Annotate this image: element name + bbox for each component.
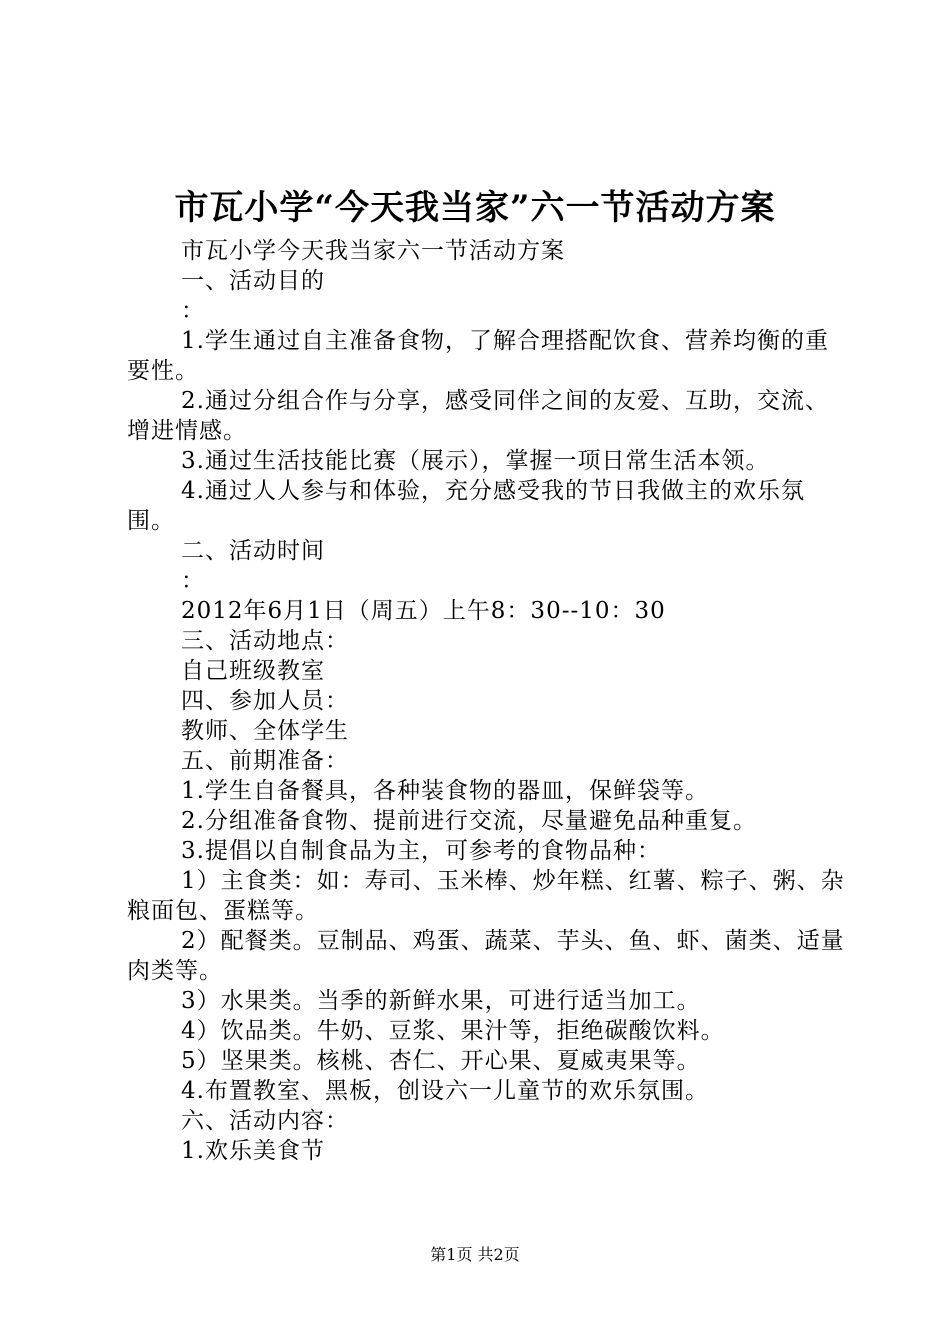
paragraph-purpose-3: 3.通过生活技能比赛（展示），掌握一项日常生活本领。 (181, 448, 770, 474)
paragraph-food-drink: 4）饮品类。牛奶、豆浆、果汁等，拒绝碳酸饮料。 (181, 1018, 725, 1044)
paragraph-food-nuts: 5）坚果类。核桃、杏仁、开心果、夏威夷果等。 (181, 1048, 701, 1074)
paragraph-preparation-4: 4.布置教室、黑板，创设六一儿童节的欢乐氛围。 (181, 1078, 709, 1104)
section-heading-preparation: 五、前期准备： (181, 748, 349, 774)
paragraph-preparation-3: 3.提倡以自制食品为主，可参考的食物品种： (181, 838, 661, 864)
paragraph-colon: ： (181, 568, 205, 594)
document-body (127, 236, 847, 1166)
paragraph-purpose-1: 1.学生通过自主准备食物，了解合理搭配饮食、营养均衡的重要性。 (127, 328, 829, 384)
paragraph-location: 自己班级教室 (181, 658, 325, 684)
paragraph-preparation-2: 2.分组准备食物、提前进行交流，尽量避免品种重复。 (181, 808, 757, 834)
paragraph-colon: ： (181, 298, 205, 324)
section-heading-purpose: 一、活动目的 (181, 268, 325, 294)
paragraph-time: 2012年6月1日（周五）上午8：30--10：30 (181, 598, 666, 624)
paragraph-subtitle: 市瓦小学今天我当家六一节活动方案 (181, 238, 565, 264)
paragraph-participants: 教师、全体学生 (181, 718, 349, 744)
paragraph-food-staple: 1）主食类：如：寿司、玉米棒、炒年糕、红薯、粽子、粥、杂粮面包、蛋糕等。 (127, 868, 845, 924)
section-heading-location: 三、活动地点： (181, 628, 349, 654)
page-footer: 第1页 共2页 (430, 1245, 520, 1264)
document-title: 市瓦小学“今天我当家”六一节活动方案 (174, 188, 776, 228)
paragraph-food-fruit: 3）水果类。当季的新鲜水果，可进行适当加工。 (181, 988, 701, 1014)
paragraph-purpose-2: 2.通过分组合作与分享，感受同伴之间的友爱、互助，交流、增进情感。 (127, 388, 829, 444)
paragraph-preparation-1: 1.学生自备餐具，各种装食物的器皿，保鲜袋等。 (181, 778, 709, 804)
section-heading-content: 六、活动内容： (181, 1108, 349, 1134)
section-heading-participants: 四、参加人员： (181, 688, 349, 714)
section-heading-time: 二、活动时间 (181, 538, 325, 564)
paragraph-content-1: 1.欢乐美食节 (181, 1138, 325, 1164)
paragraph-purpose-4: 4.通过人人参与和体验，充分感受我的节日我做主的欢乐氛围。 (127, 478, 805, 534)
paragraph-food-side: 2）配餐类。豆制品、鸡蛋、蔬菜、芋头、鱼、虾、菌类、适量肉类等。 (127, 928, 845, 984)
